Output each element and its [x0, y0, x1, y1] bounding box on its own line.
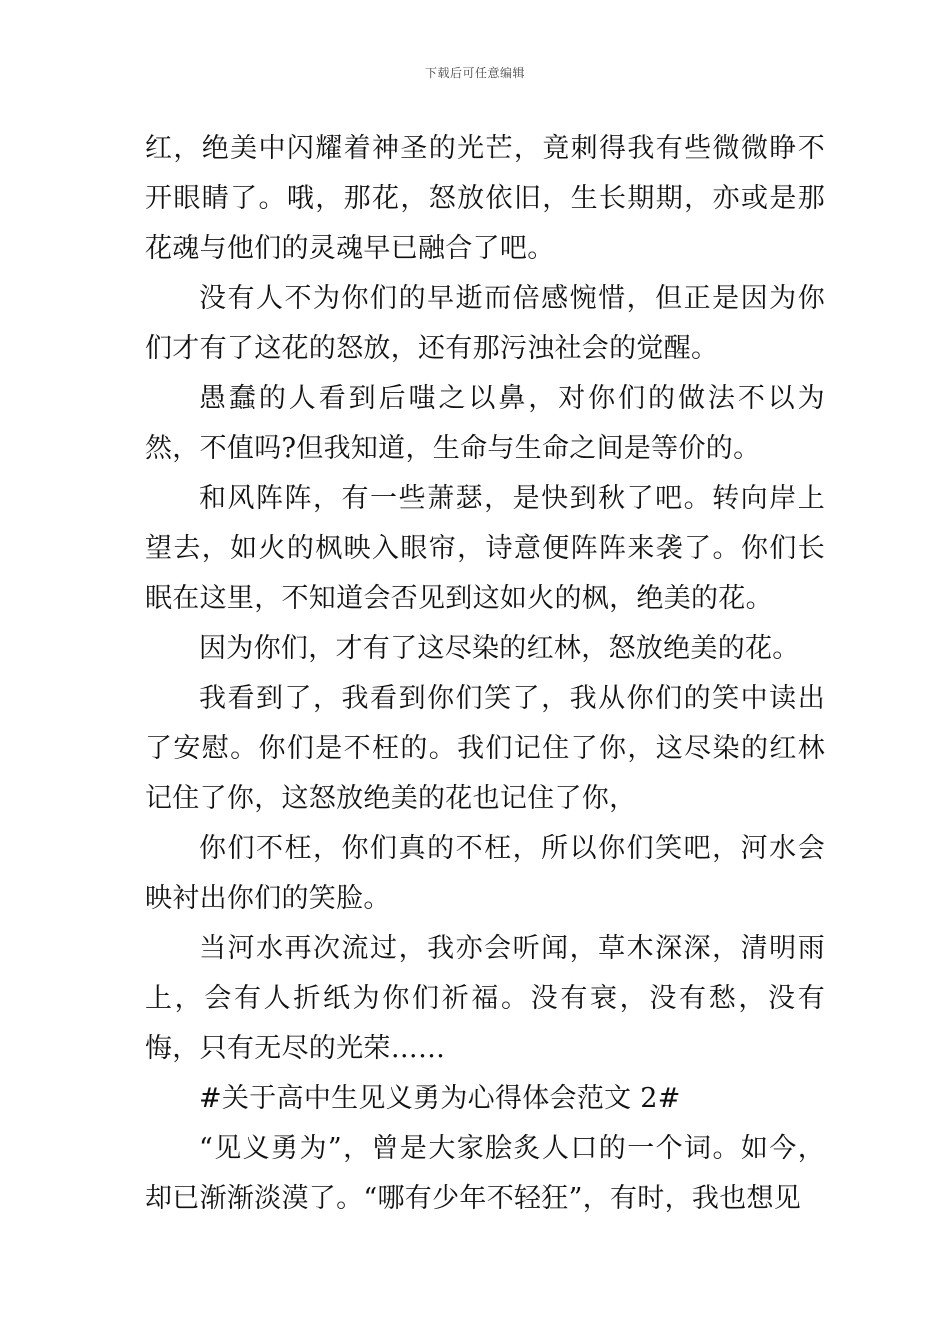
paragraph-1: 红，绝美中闪耀着神圣的光芒，竟刺得我有些微微睁不开眼睛了。哦，那花，怒放依旧，生长期期，亦或是那花魂与他们的灵魂早已融合了吧。 — [145, 133, 825, 264]
paragraph-6: 我看到了，我看到你们笑了，我从你们的笑中读出了安慰。你们是不枉的。我们记住了你，这尽染的红林记住了你，这怒放绝美的花也记住了你， — [145, 683, 825, 814]
page-header-note: 下载后可任意编辑 — [424, 66, 525, 80]
paragraph-2: 没有人不为你们的早逝而倍感惋惜，但正是因为你们才有了这花的怒放，还有那污浊社会的觉醒。 — [145, 283, 825, 364]
document-body — [145, 124, 825, 1224]
paragraph-8: 当河水再次流过，我亦会听闻，草木深深，清明雨上，会有人折纸为你们祈福。没有衰，没有愁，没有悔，只有无尽的光荣…… — [145, 933, 825, 1064]
paragraph-9: “见义勇为”，曾是大家脍炙人口的一个词。如今，却已渐渐淡漠了。“哪有少年不轻狂”，有时，我也想见 — [145, 1133, 825, 1214]
paragraph-3: 愚蠢的人看到后嗤之以鼻，对你们的做法不以为然，不值吗?但我知道，生命与生命之间是等价的。 — [145, 383, 825, 464]
paragraph-4: 和风阵阵，有一些萧瑟，是快到秋了吧。转向岸上望去，如火的枫映入眼帘，诗意便阵阵来袭了。你们长眠在这里，不知道会否见到这如火的枫，绝美的花。 — [145, 483, 825, 614]
paragraph-5: 因为你们，才有了这尽染的红林，怒放绝美的花。 — [199, 633, 800, 664]
paragraph-7: 你们不枉，你们真的不枉，所以你们笑吧，河水会映衬出你们的笑脸。 — [145, 833, 825, 914]
section-heading: #关于高中生见义勇为心得体会范文 2# — [199, 1083, 681, 1114]
